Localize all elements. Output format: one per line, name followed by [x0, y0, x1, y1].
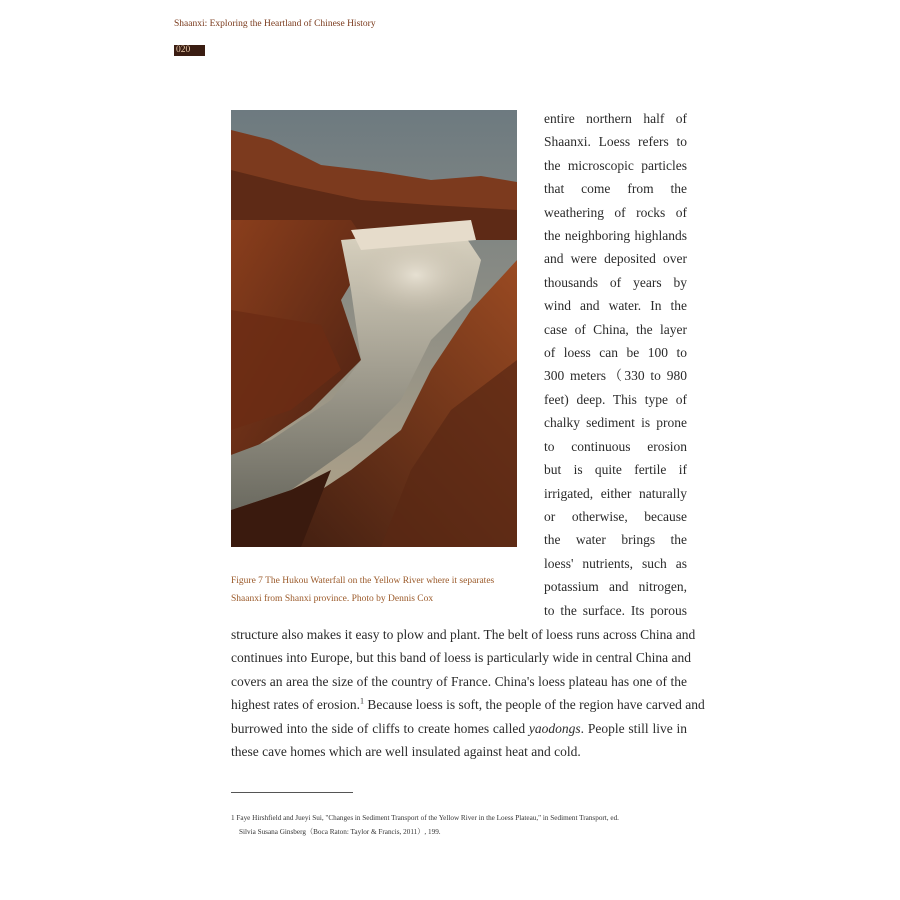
body-line: or otherwise, because	[544, 508, 687, 524]
body-line: that come from the	[544, 181, 687, 197]
body-line: feet) deep. This type of	[544, 391, 687, 407]
body-line: thousands of years by	[544, 274, 687, 290]
body-line: loess' nutrients, such as	[544, 555, 687, 571]
italic-term: yaodongs	[528, 720, 581, 736]
body-column	[544, 107, 687, 622]
body-line: the water brings the	[544, 532, 687, 548]
body-line: irrigated, either naturally	[544, 485, 687, 501]
running-head: Shaanxi: Exploring the Heartland of Chinese History	[174, 19, 376, 29]
body-text: highest rates of erosion.	[231, 697, 360, 713]
body-line: weathering of rocks of	[544, 204, 687, 220]
caption-line: Shaanxi from Shanxi province. Photo by Dennis Cox	[231, 594, 434, 604]
body-line: to continuous erosion	[544, 438, 687, 454]
body-line: these cave homes which are well insulated against heat and cold.	[231, 744, 581, 760]
caption-line: Figure 7 The Hukou Waterfall on the Yellow River where it separates	[231, 576, 495, 586]
body-text: burrowed into the side of cliffs to create homes called	[231, 720, 529, 736]
body-text: Because loess is soft, the people of the region have carved and	[363, 697, 705, 713]
body-line: entire northern half of	[544, 111, 687, 126]
page-number: 020	[174, 45, 205, 56]
body-text: . People still live in	[580, 720, 687, 736]
body-line: 300 meters（330 to 980	[544, 368, 687, 384]
body-line: and were deposited over	[544, 251, 687, 267]
body-line: the microscopic particles	[544, 157, 687, 173]
body-line: chalky sediment is prone	[544, 415, 687, 431]
waterfall-illustration	[231, 110, 517, 547]
body-line-with-italic	[231, 717, 687, 740]
body-paragraph-continuation	[231, 623, 705, 763]
body-line: structure also makes it easy to plow and plant. The belt of loess runs across China and	[231, 627, 696, 642]
body-line: but is quite fertile if	[544, 462, 687, 478]
footnote-reference: 1	[359, 696, 364, 706]
body-line: to the surface. Its porous	[544, 602, 687, 618]
body-line: of loess can be 100 to	[544, 345, 687, 361]
body-line: covers an area the size of the country of France. China's loess plateau has one of the	[231, 673, 687, 689]
footnote	[231, 811, 691, 839]
body-line-with-footnote	[231, 693, 705, 716]
footnote-line: Silvia Susana Ginsberg（Boca Raton: Taylor & Francis, 2011）, 199.	[239, 828, 441, 836]
body-line: wind and water. In the	[544, 298, 687, 314]
body-line: continues into Europe, but this band of loess is particularly wide in central China and	[231, 650, 692, 666]
footnote-divider	[231, 792, 353, 793]
figure-caption	[231, 572, 531, 608]
body-line: case of China, the layer	[544, 321, 687, 337]
body-line: Shaanxi. Loess refers to	[544, 134, 687, 150]
body-line: the neighboring highlands	[544, 228, 687, 244]
hukou-waterfall-photo	[231, 110, 517, 547]
body-line: potassium and nitrogen,	[544, 579, 687, 595]
footnote-line: 1 Faye Hirshfield and Jueyi Sui, "Changes in Sediment Transport of the Yellow River in the Loess Plateau," in Sediment Transport, ed.	[231, 814, 619, 822]
